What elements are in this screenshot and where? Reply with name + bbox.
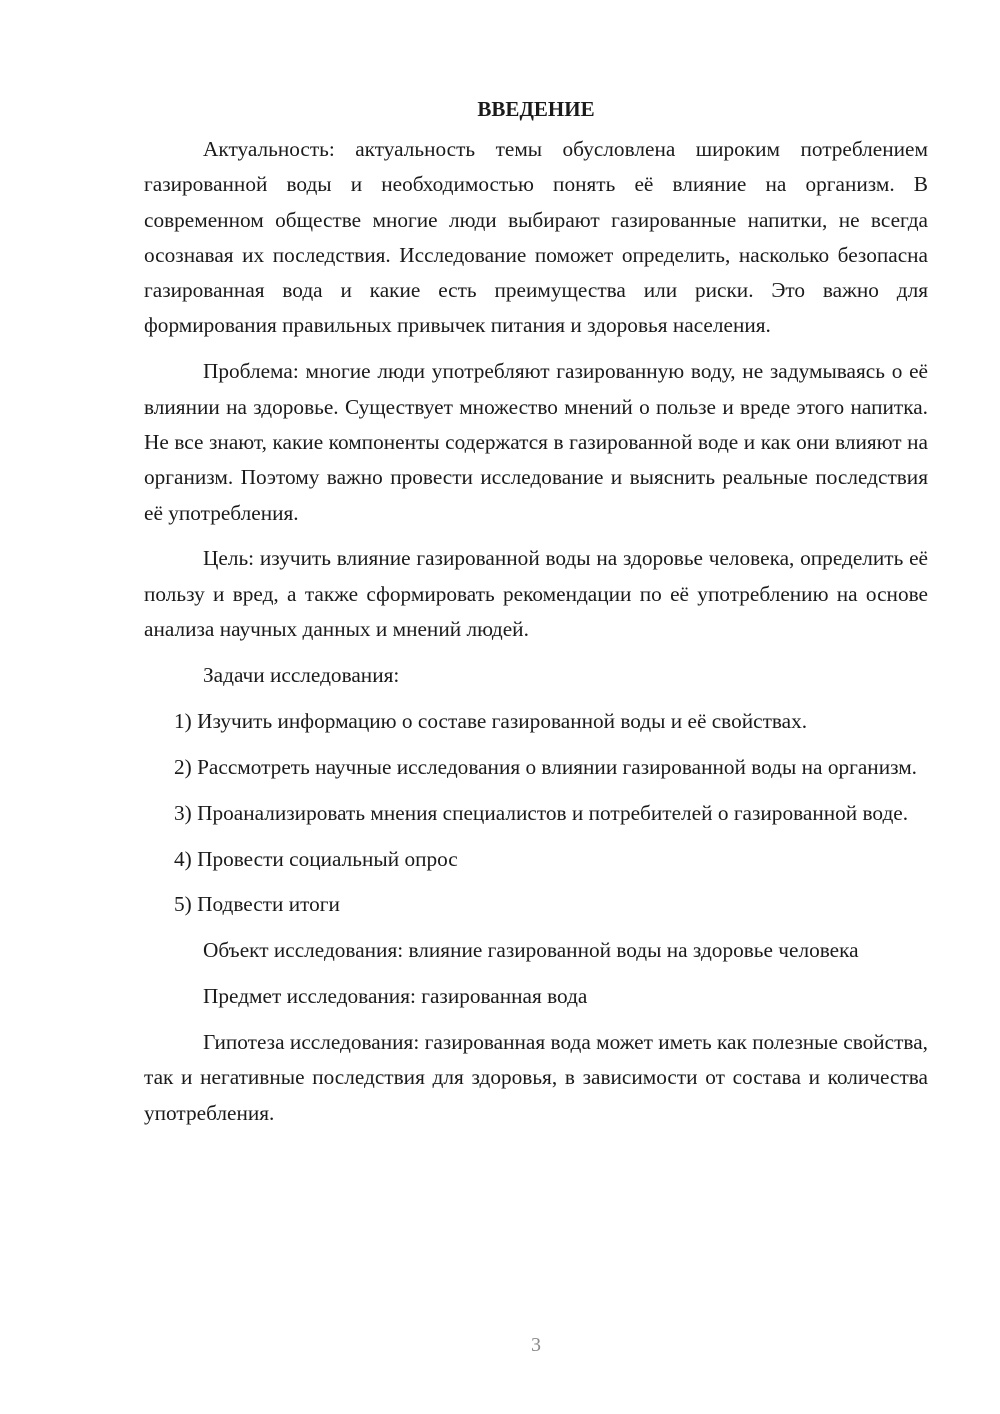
paragraph-hypothesis: Гипотеза исследования: газированная вода может иметь как полезные свойства, так и негативные последствия для здоровья, в зависимости от состава и количества употребления. — [144, 1030, 928, 1125]
tasks-heading: Задачи исследования: — [203, 662, 400, 687]
page-number: 3 — [531, 1334, 541, 1356]
paragraph-problem: Проблема: многие люди употребляют газированную воду, не задумываясь о её влиянии на здоровье. Существует множество мнений о пользе и вреде этого напитка. Не все знают, какие компоненты содержатся в газированной воде и как они влияют на организм. Поэтому важно провести исследование и выяснить реальные последствия её употребления. — [144, 359, 928, 525]
document-page — [144, 92, 928, 1142]
task-item: 2) Рассмотреть научные исследования о влиянии газированной воды на организм. — [174, 754, 918, 779]
paragraph-subject: Предмет исследования: газированная вода — [203, 984, 588, 1009]
task-item: 4) Провести социальный опрос — [174, 846, 458, 871]
paragraph-relevance: Актуальность: актуальность темы обусловлена широким потреблением газированной воды и необходимостью понять её влияние на организм. В современном обществе многие люди выбирают газированные напитки, не всегда осознавая их последствия. Исследование поможет определить, насколько безопасна газированная вода и какие есть преимущества или риски. Это важно для формирования правильных привычек питания и здоровья населения. — [144, 137, 928, 338]
task-item: 1) Изучить информацию о составе газированной воды и её свойствах. — [174, 708, 808, 733]
task-item: 5) Подвести итоги — [174, 892, 340, 917]
paragraph-goal: Цель: изучить влияние газированной воды на здоровье человека, определить её пользу и вред, а также сформировать рекомендации по её употреблению на основе анализа научных данных и мнений людей. — [144, 546, 928, 642]
task-item: 3) Проанализировать мнения специалистов и потребителей о газированной воде. — [174, 800, 909, 825]
paragraph-object: Объект исследования: влияние газированной воды на здоровье человека — [203, 938, 859, 963]
page-title: ВВЕДЕНИЕ — [477, 97, 595, 121]
